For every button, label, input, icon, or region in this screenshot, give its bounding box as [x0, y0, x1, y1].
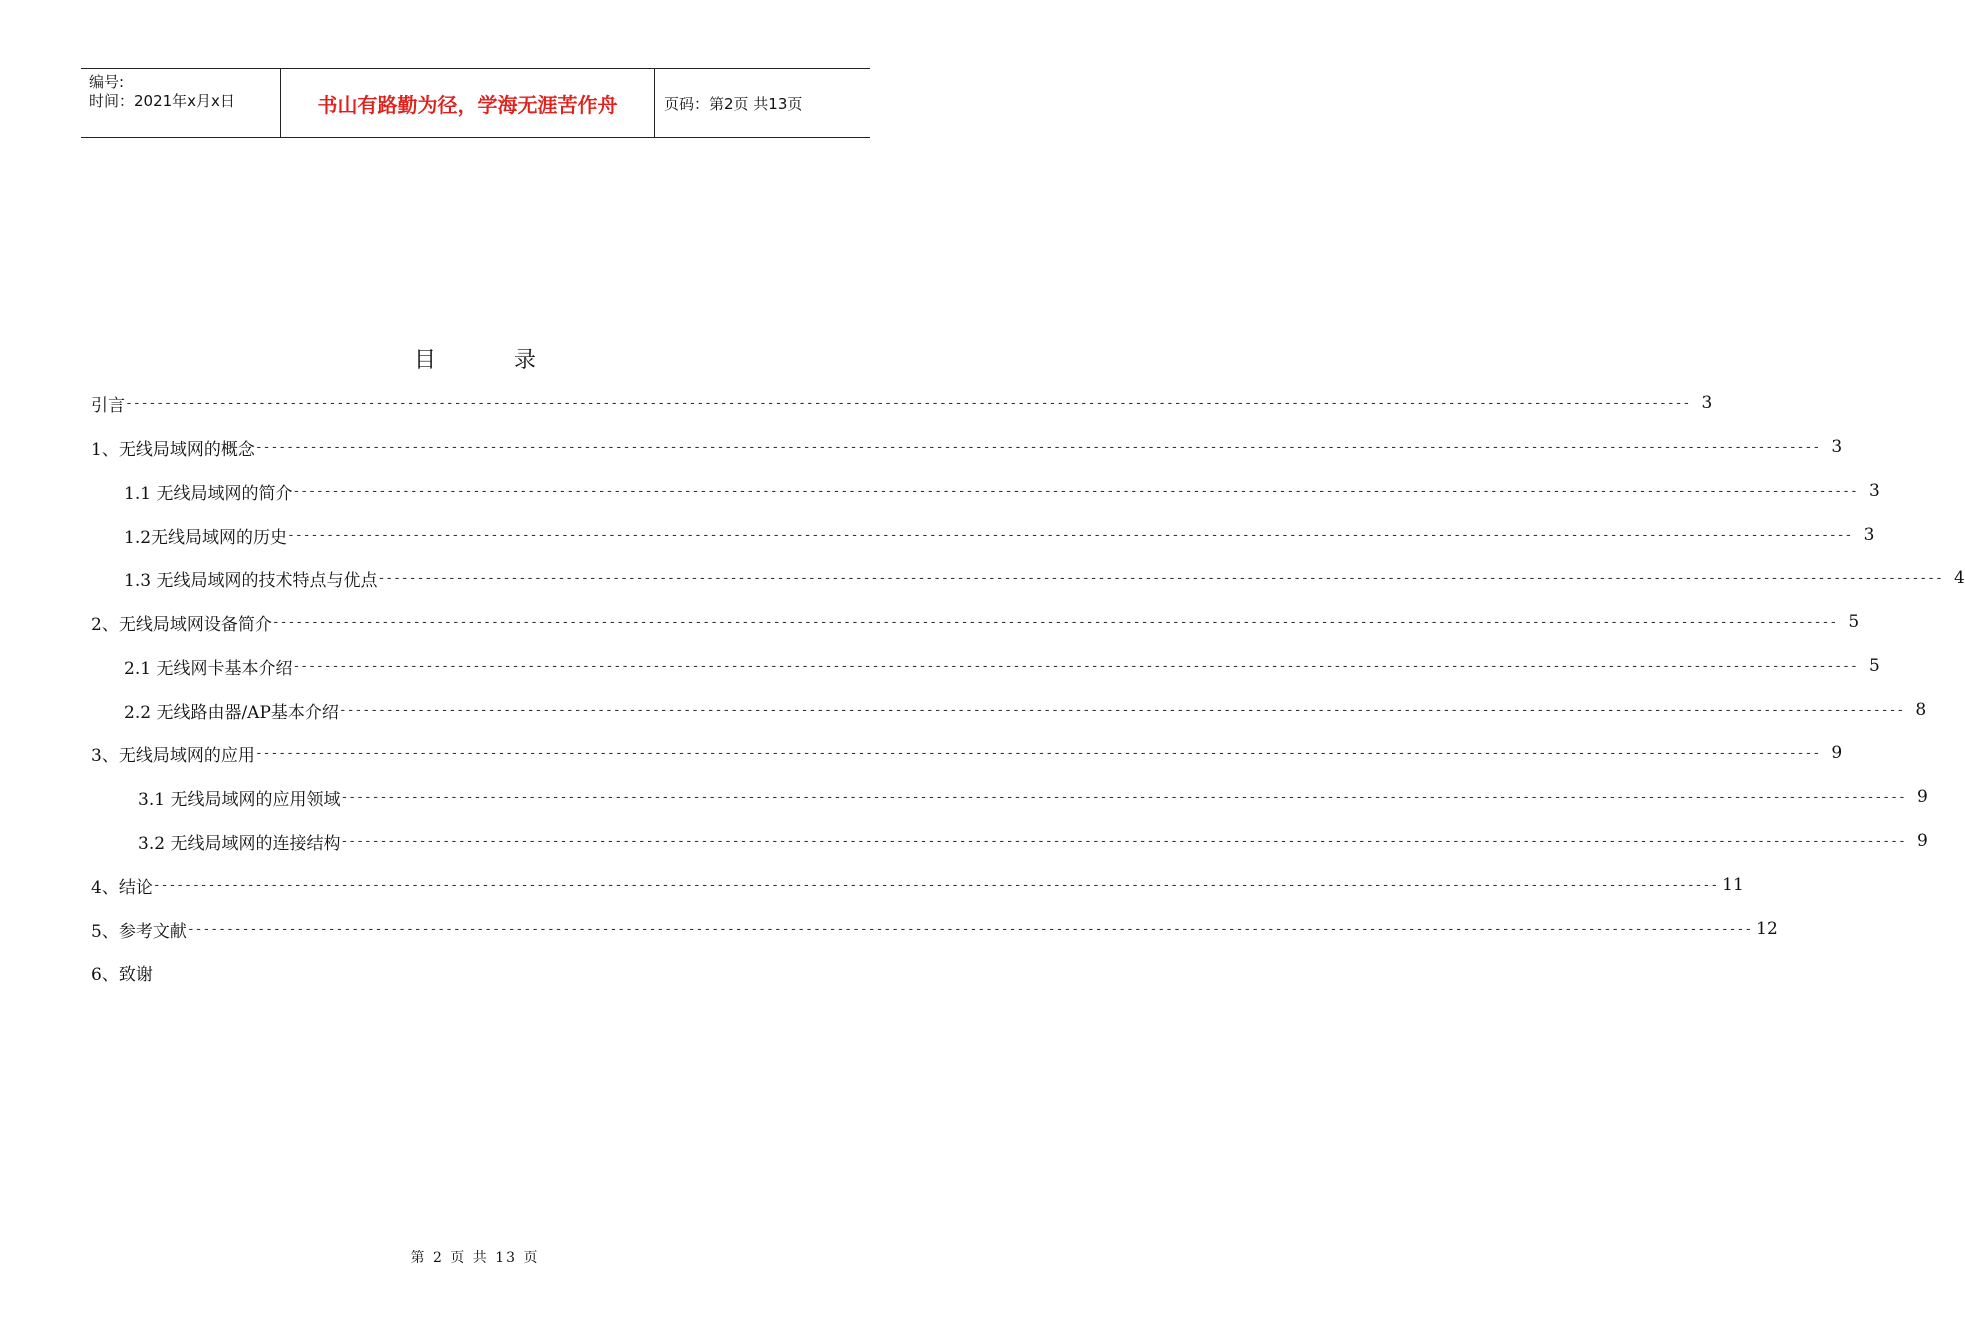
- toc-entry-page: 4: [1953, 568, 1965, 588]
- toc-entry-page: 11: [1722, 875, 1744, 895]
- toc-leader: --------------------------------------------------------------------------------------------------------------------------------------------------------------------------------------------------------: [254, 745, 1821, 761]
- toc-entry-page: 3: [1831, 437, 1843, 457]
- toc-entry-page: 9: [1916, 831, 1928, 851]
- toc-entry-label: 1.2无线局域网的历史: [124, 527, 288, 548]
- toc-entry-label: 3、无线局域网的应用: [91, 745, 255, 766]
- toc-entry[interactable]: [91, 917, 1778, 942]
- toc-entry-label: 6、致谢: [91, 964, 153, 985]
- toc-entry-label: 2.1 无线网卡基本介绍: [124, 658, 293, 679]
- toc-leader: --------------------------------------------------------------------------------------------------------------------------------------------------------------------------------------------------------: [254, 439, 1821, 455]
- toc-entry-label: 2、无线局域网设备简介: [91, 614, 272, 635]
- header-meta: [81, 69, 281, 137]
- toc-entry-label: 3.1 无线局域网的应用领域: [138, 789, 341, 810]
- toc-entry-page: 5: [1868, 656, 1880, 676]
- toc-leader: --------------------------------------------------------------------------------------------------------------------------------------------------------------------------------------------------------: [186, 921, 1753, 937]
- toc-entry-page: 8: [1915, 700, 1927, 720]
- toc-leader: --------------------------------------------------------------------------------------------------------------------------------------------------------------------------------------------------------: [340, 833, 1906, 849]
- toc-leader: --------------------------------------------------------------------------------------------------------------------------------------------------------------------------------------------------------: [340, 789, 1906, 805]
- toc-entry[interactable]: [124, 654, 1880, 679]
- toc-entry[interactable]: [124, 479, 1880, 504]
- toc-entry-page: 9: [1916, 787, 1928, 807]
- toc-entry[interactable]: [91, 960, 391, 984]
- toc-entry-label: 1.3 无线局域网的技术特点与优点: [124, 570, 378, 591]
- toc-entry-label: 3.2 无线局域网的连接结构: [138, 833, 341, 854]
- toc-entry-page: 3: [1868, 481, 1880, 501]
- toc-leader: --------------------------------------------------------------------------------------------------------------------------------------------------------------------------------------------------------: [152, 877, 1719, 893]
- toc-entry-label: 4、结论: [91, 877, 153, 898]
- serial-label: 编号:: [89, 73, 125, 91]
- toc-leader: --------------------------------------------------------------------------------------------------------------------------------------------------------------------------------------------------------: [271, 614, 1838, 630]
- page-footer: 第 2 页 共 13 页: [410, 1250, 540, 1266]
- toc-title: 目录: [413, 348, 614, 373]
- toc-entry[interactable]: [138, 785, 1928, 810]
- toc-leader: --------------------------------------------------------------------------------------------------------------------------------------------------------------------------------------------------------: [377, 570, 1943, 586]
- toc-entry[interactable]: [124, 698, 1927, 723]
- time-label: 时间：2021年x月x日: [89, 92, 235, 110]
- toc-entry[interactable]: [124, 523, 1875, 548]
- header-page-info: 页码：第2页 共13页: [664, 94, 803, 113]
- toc-entry-label: 2.2 无线路由器/AP基本介绍: [124, 702, 339, 723]
- toc-entry-label: 1、无线局域网的概念: [91, 439, 255, 460]
- toc-entry-page: 5: [1848, 612, 1860, 632]
- toc-entry-page: 9: [1831, 743, 1843, 763]
- toc-leader: --------------------------------------------------------------------------------------------------------------------------------------------------------------------------------------------------------: [292, 658, 1858, 674]
- toc-entry-label: 1.1 无线局域网的简介: [124, 483, 293, 504]
- toc-entry[interactable]: [124, 566, 1965, 591]
- page-header: [81, 68, 870, 138]
- toc-entry-page: 3: [1863, 525, 1875, 545]
- toc-entry[interactable]: [91, 610, 1860, 635]
- header-motto: 书山有路勤为径，学海无涯苦作舟: [281, 69, 655, 137]
- toc-entry[interactable]: [91, 873, 1744, 898]
- toc-entry-page: 12: [1756, 919, 1778, 939]
- toc-leader: --------------------------------------------------------------------------------------------------------------------------------------------------------------------------------------------------------: [292, 483, 1858, 499]
- toc-leader: --------------------------------------------------------------------------------------------------------------------------------------------------------------------------------------------------------: [338, 702, 1905, 718]
- toc-leader: --------------------------------------------------------------------------------------------------------------------------------------------------------------------------------------------------------: [125, 395, 1691, 411]
- toc-leader: --------------------------------------------------------------------------------------------------------------------------------------------------------------------------------------------------------: [287, 527, 1853, 543]
- toc-entry-label: 5、参考文献: [91, 921, 187, 942]
- toc-entry-label: 引言: [91, 395, 125, 416]
- toc-entry[interactable]: [91, 391, 1713, 416]
- toc-entry-page: 3: [1701, 393, 1713, 413]
- toc-entry[interactable]: [138, 829, 1928, 854]
- toc-entry[interactable]: [91, 741, 1843, 766]
- toc-entry[interactable]: [91, 435, 1843, 460]
